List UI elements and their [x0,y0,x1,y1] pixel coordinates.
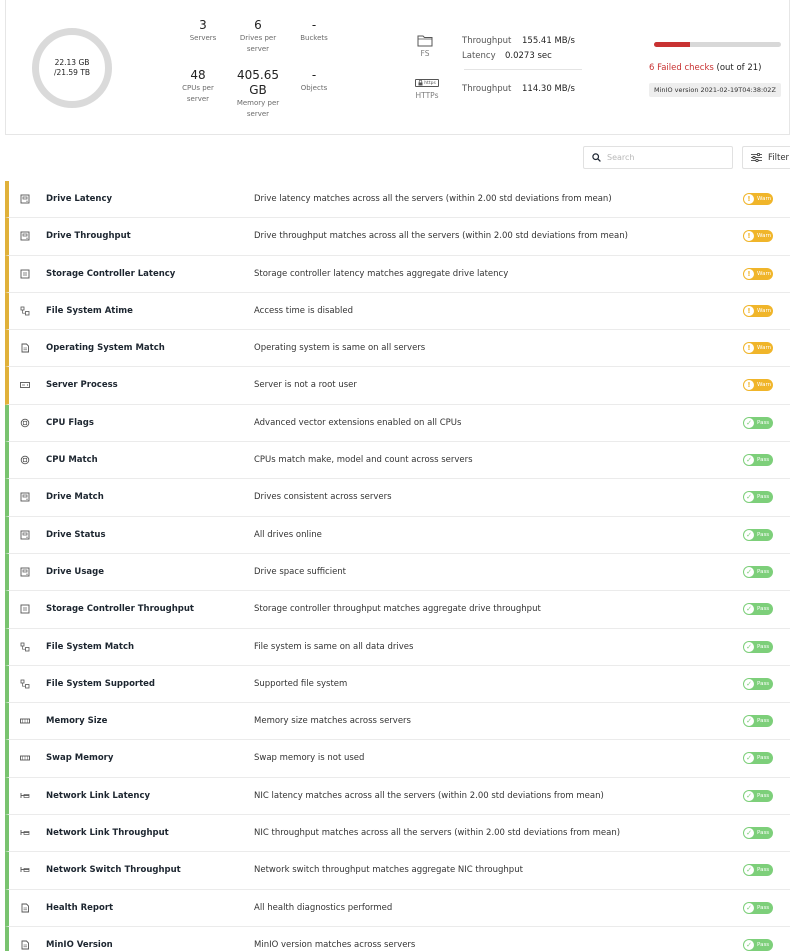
stat-label: CPUs per server [182,84,214,103]
check-name: Storage Controller Throughput [46,604,194,615]
health-check-row [5,367,790,404]
health-check-row [5,479,790,516]
cpu-icon [20,418,30,428]
health-check-row [5,405,790,442]
health-check-row [5,815,790,852]
stat-buckets [294,18,334,44]
status-label: Pass [757,755,770,762]
perf-divider [464,69,582,70]
status-label: Pass [757,457,770,464]
check-icon: ✓ [744,455,754,465]
status-label: Pass [757,680,770,687]
fs-latency-value: 0.0273 sec [505,51,552,61]
search-box[interactable] [583,146,733,169]
check-name: MinIO Version [46,939,113,950]
check-name: Operating System Match [46,343,165,354]
memory-icon [20,753,30,763]
stat-value: 3 [199,18,207,32]
status-label: Warn [757,382,772,389]
check-name: Drive Match [46,492,104,503]
drive-icon [20,530,30,540]
status-label: Pass [757,904,770,911]
pass-badge [743,491,773,503]
stat-cpus-per-server [172,68,224,105]
check-icon: ✓ [744,903,754,913]
pass-badge [743,715,773,727]
warn-badge [743,379,773,391]
check-name: File System Match [46,641,135,652]
pass-badge [743,566,773,578]
check-name: Drive Status [46,529,106,540]
cluster-summary-panel [5,0,790,135]
health-check-row [5,740,790,777]
document-icon [20,343,30,353]
health-check-row [5,591,790,628]
stat-value: 6 [254,18,262,32]
check-description: CPUs match make, model and count across servers [254,455,473,466]
document-icon [20,940,30,950]
status-label: Pass [757,830,770,837]
pass-badge [743,902,773,914]
health-check-row [5,629,790,666]
check-description: Drive space sufficient [254,566,347,577]
minio-version-badge: MinIO version 2021-02-19T04:38:02Z [649,83,781,97]
lock-icon [418,80,423,86]
status-label: Pass [757,531,770,538]
server-icon [20,380,30,390]
status-label: Warn [757,345,772,352]
health-check-row [5,554,790,591]
exclamation-icon: ! [744,343,754,353]
check-name: File System Atime [46,305,133,316]
stat-value: 405.65 GB [237,68,279,97]
status-label: Pass [757,643,770,650]
check-description: Access time is disabled [254,305,353,316]
fs-throughput-value: 155.41 MB/s [522,36,575,46]
folder-icon [417,34,433,47]
capacity-total: /21.59 TB [53,68,91,77]
drive-icon [20,567,30,577]
check-name: Health Report [46,902,114,913]
warn-badge [743,193,773,205]
check-icon: ✓ [744,642,754,652]
check-description: Memory size matches across servers [254,716,411,727]
stat-memory-per-server [233,68,283,120]
stat-objects [294,68,334,94]
failed-checks-total: (out of 21) [716,63,762,73]
check-description: Storage controller throughput matches aggregate drive throughput [254,604,541,615]
fs-label: FS [420,49,430,58]
exclamation-icon: ! [744,306,754,316]
stat-value: - [311,68,317,82]
pass-badge [743,790,773,802]
check-name: CPU Flags [46,417,94,428]
check-name: Swap Memory [46,753,114,764]
pass-badge [743,752,773,764]
check-icon: ✓ [744,716,754,726]
check-description: Storage controller latency matches aggregate drive latency [254,268,509,279]
check-name: File System Supported [46,678,156,689]
https-label: HTTPs [415,91,439,100]
check-icon: ✓ [744,418,754,428]
warn-badge [743,230,773,242]
exclamation-icon: ! [744,269,754,279]
network-icon [20,865,30,875]
check-name: Memory Size [46,716,108,727]
capacity-donut-chart [32,28,112,108]
check-description: Supported file system [254,678,348,689]
check-icon: ✓ [744,679,754,689]
check-icon: ✓ [744,567,754,577]
check-description: Operating system is same on all servers [254,343,426,354]
memory-icon [20,716,30,726]
health-check-row [5,703,790,740]
check-name: CPU Match [46,455,98,466]
health-check-list [5,181,790,951]
https-throughput-label: Throughput [462,84,512,94]
check-description: Drives consistent across servers [254,492,392,503]
fs-throughput-label: Throughput [462,36,512,46]
status-label: Warn [757,307,772,314]
health-check-row [5,927,790,951]
check-description: All drives online [254,529,322,540]
stat-label: Buckets [300,34,328,42]
filter-label: Filter [768,152,790,163]
https-badge-text: https [424,80,436,86]
check-icon: ✓ [744,865,754,875]
pass-badge [743,454,773,466]
check-name: Drive Usage [46,566,104,577]
failed-checks-text [649,63,761,73]
status-label: Pass [757,792,770,799]
warn-badge [743,268,773,280]
status-label: Warn [757,196,772,202]
check-description: Drive latency matches across all the servers (within 2.00 std deviations from mean) [254,194,612,204]
network-icon [20,828,30,838]
check-description: File system is same on all data drives [254,641,414,652]
status-label: Pass [757,867,770,874]
warn-badge [743,342,773,354]
status-label: Pass [757,718,770,725]
check-name: Server Process [46,380,118,391]
health-check-row [5,256,790,293]
status-label: Warn [757,233,772,240]
status-label: Pass [757,568,770,575]
check-description: All health diagnostics performed [254,902,393,913]
pass-badge [743,529,773,541]
filesystem-icon [20,306,30,316]
stat-servers [183,18,223,44]
check-name: Network Switch Throughput [46,865,181,876]
exclamation-icon: ! [744,231,754,241]
drive-icon [20,231,30,241]
filesystem-icon [20,642,30,652]
https-throughput-value: 114.30 MB/s [522,84,575,94]
drive-icon [20,194,30,204]
stat-label: Memory per server [236,99,280,118]
check-name: Drive Throughput [46,231,131,242]
stat-label: Drives per server [239,34,277,53]
health-check-row [5,778,790,815]
status-label: Pass [757,941,770,948]
stat-drives-per-server [234,18,282,55]
https-perf [410,79,444,100]
stat-label: Objects [300,84,328,92]
controller-icon [20,604,30,614]
health-check-row [5,890,790,927]
status-label: Pass [757,419,770,426]
filter-button[interactable] [742,146,790,169]
exclamation-icon: ! [744,194,754,204]
network-icon [20,791,30,801]
check-icon: ✓ [744,791,754,801]
warn-badge [743,305,773,317]
check-description: Swap memory is not used [254,753,365,764]
sliders-icon [751,153,762,162]
check-icon: ✓ [744,604,754,614]
health-check-row [5,330,790,367]
check-description: Advanced vector extensions enabled on all CPUs [254,417,462,428]
check-icon: ✓ [744,753,754,763]
document-icon [20,903,30,913]
check-icon: ✓ [744,940,754,950]
check-name: Drive Latency [46,194,113,204]
check-icon: ✓ [744,828,754,838]
check-name: Network Link Throughput [46,828,169,839]
fs-perf [410,34,440,58]
cpu-icon [20,455,30,465]
pass-badge [743,864,773,876]
stat-value: 48 [190,68,206,82]
pass-badge [743,939,773,951]
failed-checks-progress-fill [654,42,690,47]
health-check-row [5,181,790,218]
check-description: NIC latency matches across all the servers (within 2.00 std deviations from mean) [254,790,604,801]
https-badge-icon [415,79,439,87]
health-check-row [5,852,790,889]
check-description: Network switch throughput matches aggregate NIC throughput [254,865,523,876]
controller-icon [20,269,30,279]
check-description: MinIO version matches across servers [254,939,416,950]
status-label: Warn [757,270,772,277]
fs-latency-label: Latency [462,51,496,61]
stat-value: - [311,18,317,32]
check-icon: ✓ [744,530,754,540]
pass-badge [743,641,773,653]
capacity-used: 22.13 GB [54,58,90,67]
filesystem-icon [20,679,30,689]
health-check-row [5,293,790,330]
check-name: Storage Controller Latency [46,268,176,279]
failed-checks-progress-bar [654,42,781,47]
search-input[interactable] [607,153,717,162]
pass-badge [743,603,773,615]
health-check-row [5,218,790,255]
pass-badge [743,827,773,839]
check-description: NIC throughput matches across all the servers (within 2.00 std deviations from mean) [254,828,621,839]
stat-label: Servers [189,34,217,42]
search-icon [592,153,601,162]
check-description: Drive throughput matches across all the servers (within 2.00 std deviations from mean) [254,231,628,242]
pass-badge [743,678,773,690]
drive-icon [20,492,30,502]
check-name: Network Link Latency [46,790,151,801]
failed-checks-count: 6 Failed checks [649,63,714,73]
exclamation-icon: ! [744,380,754,390]
check-icon: ✓ [744,492,754,502]
check-description: Server is not a root user [254,380,357,391]
status-label: Pass [757,606,770,613]
status-label: Pass [757,494,770,501]
health-check-row [5,442,790,479]
health-check-row [5,666,790,703]
health-check-row [5,517,790,554]
pass-badge [743,417,773,429]
